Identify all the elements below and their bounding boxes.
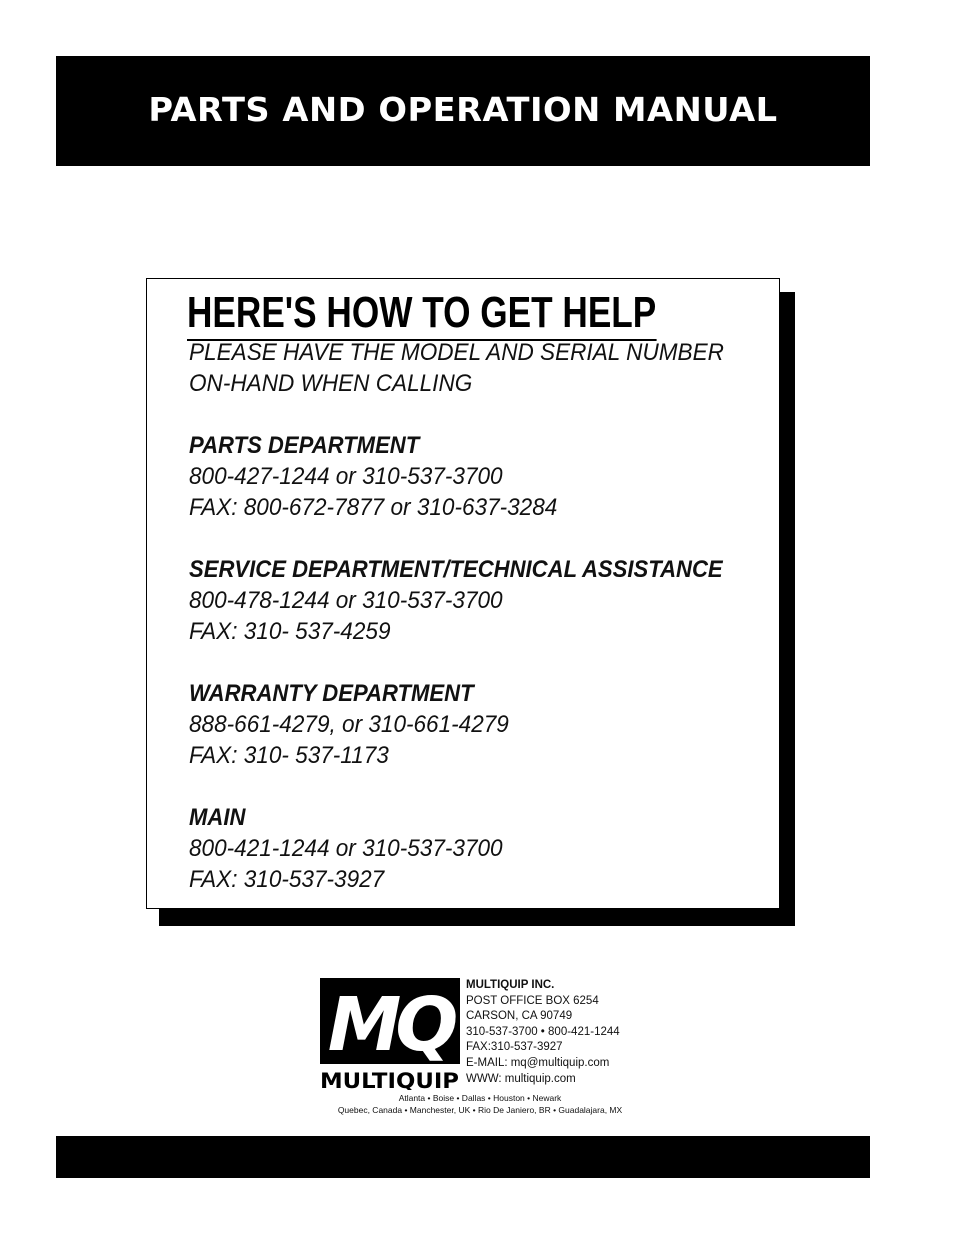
company-address-1: POST OFFICE BOX 6254	[466, 994, 599, 1007]
help-box	[146, 278, 780, 909]
department-phone: 888-661-4279, or 310-661-4279	[189, 711, 509, 738]
multiquip-logo-graphic	[320, 978, 460, 1090]
service-department-section	[189, 554, 769, 647]
department-name: PARTS DEPARTMENT	[189, 432, 420, 459]
company-phones: 310-537-3700 • 800-421-1244	[466, 1025, 620, 1038]
main-section	[189, 802, 769, 895]
company-info	[466, 978, 620, 1087]
department-fax: FAX: 800-672-7877 or 310-637-3284	[189, 494, 558, 521]
logo-monogram: MQ	[327, 982, 453, 1068]
department-fax: FAX: 310- 537-4259	[189, 618, 391, 645]
company-fax: FAX:310-537-3927	[466, 1041, 563, 1054]
department-name: WARRANTY DEPARTMENT	[189, 680, 474, 707]
company-address-2: CARSON, CA 90749	[466, 1010, 573, 1023]
locations-line-1: Atlanta • Boise • Dallas • Houston • Newark	[398, 1093, 562, 1103]
company-block	[320, 978, 640, 1098]
department-phone: 800-478-1244 or 310-537-3700	[189, 587, 503, 614]
department-name: MAIN	[189, 804, 246, 831]
department-phone: 800-421-1244 or 310-537-3700	[189, 835, 503, 862]
top-banner	[56, 56, 870, 166]
company-email: E-MAIL: mq@multiquip.com	[466, 1056, 610, 1069]
locations-line-2: Quebec, Canada • Manchester, UK • Rio De Janiero, BR • Guadalajara, MX	[337, 1105, 623, 1115]
logo-wordmark: MULTIQUIP	[320, 1069, 459, 1090]
bottom-banner	[56, 1136, 870, 1178]
help-body	[189, 337, 769, 895]
intro-line-2: ON-HAND WHEN CALLING	[189, 370, 473, 397]
intro-line-1: PLEASE HAVE THE MODEL AND SERIAL NUMBER	[189, 339, 724, 366]
parts-department-section	[189, 430, 769, 523]
warranty-department-section	[189, 678, 769, 771]
manual-title: PARTS AND OPERATION MANUAL	[148, 90, 778, 129]
company-name: MULTIQUIP INC.	[466, 979, 555, 991]
department-phone: 800-427-1244 or 310-537-3700	[189, 463, 503, 490]
help-title: HERE'S HOW TO GET HELP	[187, 289, 656, 341]
department-fax: FAX: 310-537-3927	[189, 866, 385, 893]
multiquip-logo	[320, 978, 460, 1090]
department-fax: FAX: 310- 537-1173	[189, 742, 389, 769]
company-web: WWW: multiquip.com	[466, 1072, 576, 1085]
department-name: SERVICE DEPARTMENT/TECHNICAL ASSISTANCE	[189, 556, 723, 583]
